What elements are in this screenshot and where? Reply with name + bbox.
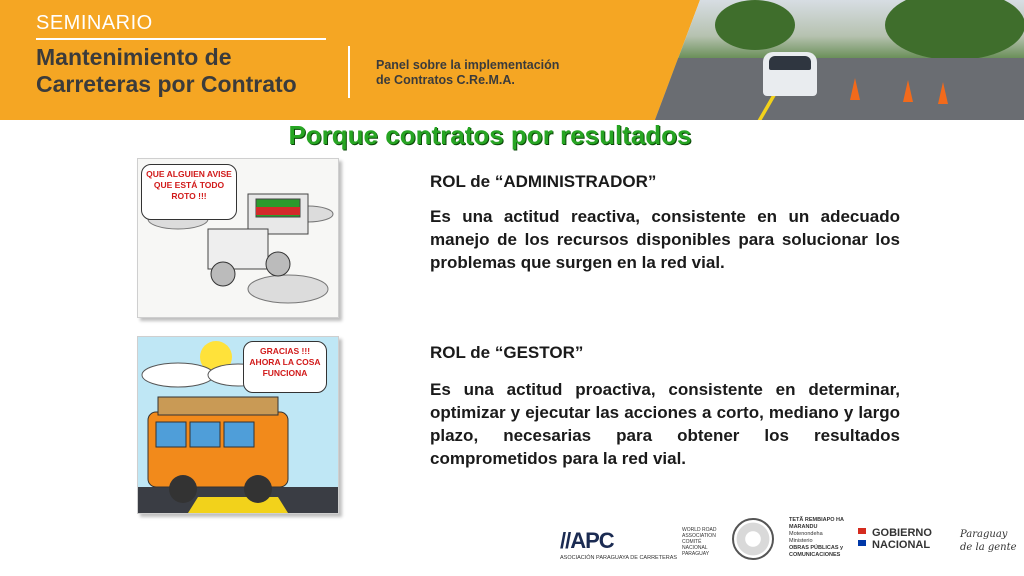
apc-logo: //APC (560, 528, 614, 553)
gobierno-line2: NACIONAL (872, 539, 931, 551)
traffic-cone (938, 82, 948, 104)
mopc-line1: TETÃ REMBIAPO HA MARANDU (789, 517, 844, 530)
tree-cluster (715, 0, 795, 50)
section-heading-administrador: ROL de “ADMINISTRADOR” (430, 172, 657, 191)
slide-title: Porque contratos por resultados (288, 120, 692, 150)
section-body-gestor: Es una actitud proactiva, consistente en determinar, optimizar y ejecutar las acciones a corto, mediano y largo plazo, necesarias para obtener los resultados comprometidos para la red vial. (430, 380, 900, 468)
event-subtitle (376, 58, 559, 88)
traffic-cone (903, 80, 913, 102)
paraguay-line1: Paraguay (960, 529, 1008, 540)
gobierno-line1: GOBIERNO (872, 527, 932, 539)
event-title-line1: Mantenimiento de (36, 44, 232, 70)
event-title (36, 44, 297, 98)
speech-bubble-thanks: GRACIAS !!! AHORA LA COSA FUNCIONA (243, 341, 327, 393)
header-banner (0, 0, 1024, 120)
apc-caption: ASOCIACIÓN PARAGUAYA DE CARRETERAS (560, 555, 678, 561)
paraguay-line2: de la gente (960, 542, 1017, 553)
seminar-label: SEMINARIO (36, 12, 153, 34)
mopc-line4: OBRAS PÚBLICAS y COMUNICACIONES (789, 545, 844, 558)
paraguay-de-la-gente-logo (960, 528, 1017, 554)
event-title-line2: Carreteras por Contrato (36, 71, 297, 97)
tree-cluster (885, 0, 1024, 60)
mopc-line2: Motenondeha (789, 531, 823, 537)
paraguay-seal-icon (732, 518, 774, 560)
gobierno-nacional-logo (872, 527, 932, 551)
section-body-administrador: Es una actitud reactiva, consistente en un adecuado manejo de los recursos disponibles para solucionar los problemas que surgen en la red vial. (430, 207, 900, 272)
speech-bubble-complaint: QUE ALGUIEN AVISE QUE ESTÁ TODO ROTO !!! (141, 164, 237, 220)
car-window (769, 56, 811, 70)
seminar-underline (36, 38, 326, 40)
road-photo (655, 0, 1024, 120)
event-subtitle-line1: Panel sobre la implementación (376, 58, 560, 72)
road-surface (655, 58, 1024, 120)
title-divider (348, 46, 350, 98)
mopc-line3: Ministerio (789, 538, 813, 544)
section-heading-gestor: ROL de “GESTOR” (430, 343, 584, 362)
paraguay-flag-icon (858, 528, 866, 546)
event-subtitle-line2: de Contratos C.Re.M.A. (376, 73, 515, 87)
world-road-logo: WORLD ROAD ASSOCIATION COMITÉ NACIONAL PARAGUAY (682, 527, 717, 557)
traffic-cone (850, 78, 860, 100)
mopc-logo (789, 517, 859, 559)
